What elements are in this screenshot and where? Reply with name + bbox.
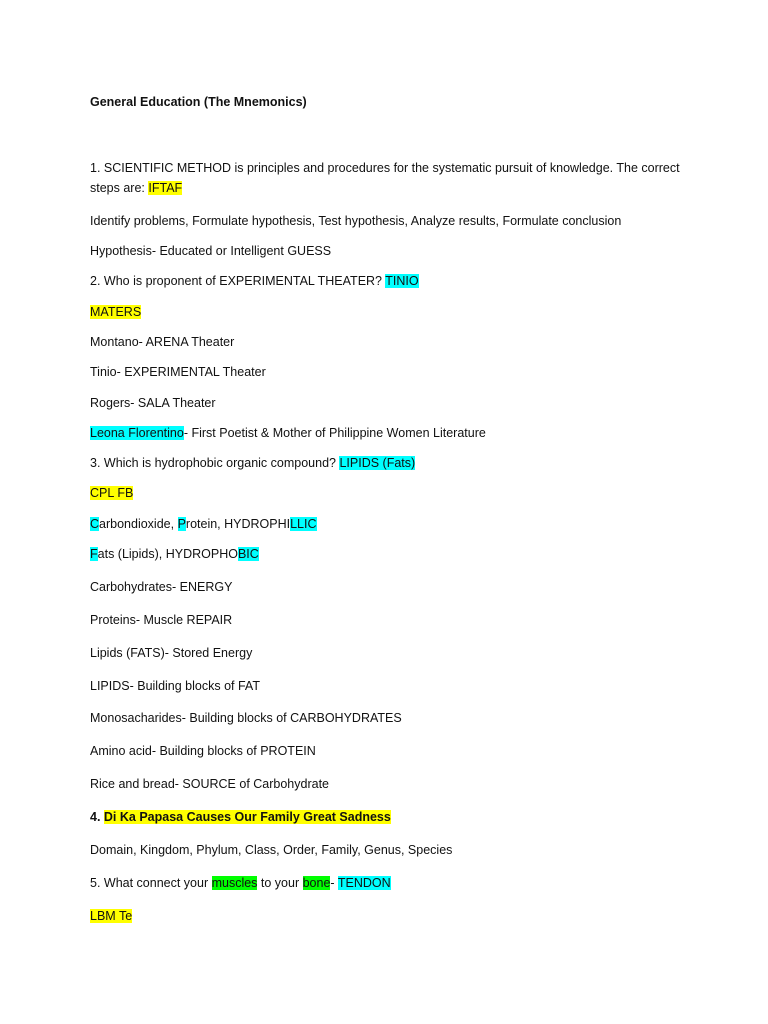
q5-question [90, 873, 391, 893]
q5-bone-highlight: bone [302, 876, 331, 890]
q2-mnemonic-highlight: MATERS [90, 305, 142, 319]
q1-answer-highlight: IFTAF [148, 181, 183, 195]
q3-fact: Proteins- Muscle REPAIR [90, 613, 233, 627]
q2-mnemonic [90, 302, 141, 322]
q3-bic-highlight: BIC [237, 547, 259, 561]
q4-mnemonic-highlight: Di Ka Papasa Causes Our Family Great Sadness [103, 810, 391, 824]
q3-llic-highlight: LLIC [290, 517, 317, 531]
q3-hydrophilic-text-b: rotein, HYDROPHI [185, 517, 291, 531]
q3-letter-c: C [90, 517, 100, 531]
q2-line-tinio: Tinio- EXPERIMENTAL Theater [90, 365, 266, 379]
q2-line-florentino [90, 423, 486, 443]
q3-fact: Carbohydrates- ENERGY [90, 580, 233, 594]
q5-mnemonic [90, 906, 132, 926]
q2-line-rogers: Rogers- SALA Theater [90, 396, 216, 410]
q1-question-text: 1. SCIENTIFIC METHOD is principles and procedures for the systematic pursuit of knowledge. The correct steps are: [90, 161, 680, 195]
q5-answer-highlight: TENDON [337, 876, 391, 890]
q3-answer-highlight: LIPIDS (Fats) [339, 456, 416, 470]
q5-text-a: 5. What connect your [90, 876, 212, 890]
q2-florentino-highlight: Leona Florentino [90, 426, 184, 440]
q3-hydrophobic-line [90, 544, 259, 564]
q5-mnemonic-highlight: LBM Te [90, 909, 133, 923]
q3-letter-p: P [177, 517, 186, 531]
q4-answer: Domain, Kingdom, Phylum, Class, Order, Family, Genus, Species [90, 843, 453, 857]
q1-question [90, 158, 690, 198]
q5-text-b: to your [257, 876, 303, 890]
q3-letter-f: F [90, 547, 98, 561]
q2-question-text: 2. Who is proponent of EXPERIMENTAL THEATER? [90, 274, 386, 288]
document-title: General Education (The Mnemonics) [90, 95, 307, 109]
q3-question [90, 453, 415, 473]
q2-florentino-rest: - First Poetist & Mother of Philippine Women Literature [183, 426, 486, 440]
q1-hypothesis: Hypothesis- Educated or Intelligent GUESS [90, 244, 332, 258]
q3-question-text: 3. Which is hydrophobic organic compound? [90, 456, 340, 470]
q3-fact: LIPIDS- Building blocks of FAT [90, 679, 260, 693]
q2-answer-highlight: TINIO [385, 274, 419, 288]
q3-hydrophilic-line [90, 514, 317, 534]
q5-muscles-highlight: muscles [211, 876, 258, 890]
q3-mnemonic [90, 483, 133, 503]
q3-fact: Lipids (FATS)- Stored Energy [90, 646, 253, 660]
q4-prefix: 4. [90, 810, 104, 824]
q3-fact: Amino acid- Building blocks of PROTEIN [90, 744, 316, 758]
q4-mnemonic-line [90, 807, 391, 827]
q5-text-c: - [330, 876, 338, 890]
q3-hydrophilic-text-a: arbondioxide, [99, 517, 178, 531]
q3-fact: Monosacharides- Building blocks of CARBOHYDRATES [90, 711, 402, 725]
q3-fact: Rice and bread- SOURCE of Carbohydrate [90, 777, 330, 791]
q3-hydrophobic-text: ats (Lipids), HYDROPHO [97, 547, 238, 561]
q1-steps: Identify problems, Formulate hypothesis, Test hypothesis, Analyze results, Formulate conclusion [90, 214, 622, 228]
q2-question [90, 271, 419, 291]
q3-mnemonic-highlight: CPL FB [90, 486, 134, 500]
q2-line-montano: Montano- ARENA Theater [90, 335, 235, 349]
